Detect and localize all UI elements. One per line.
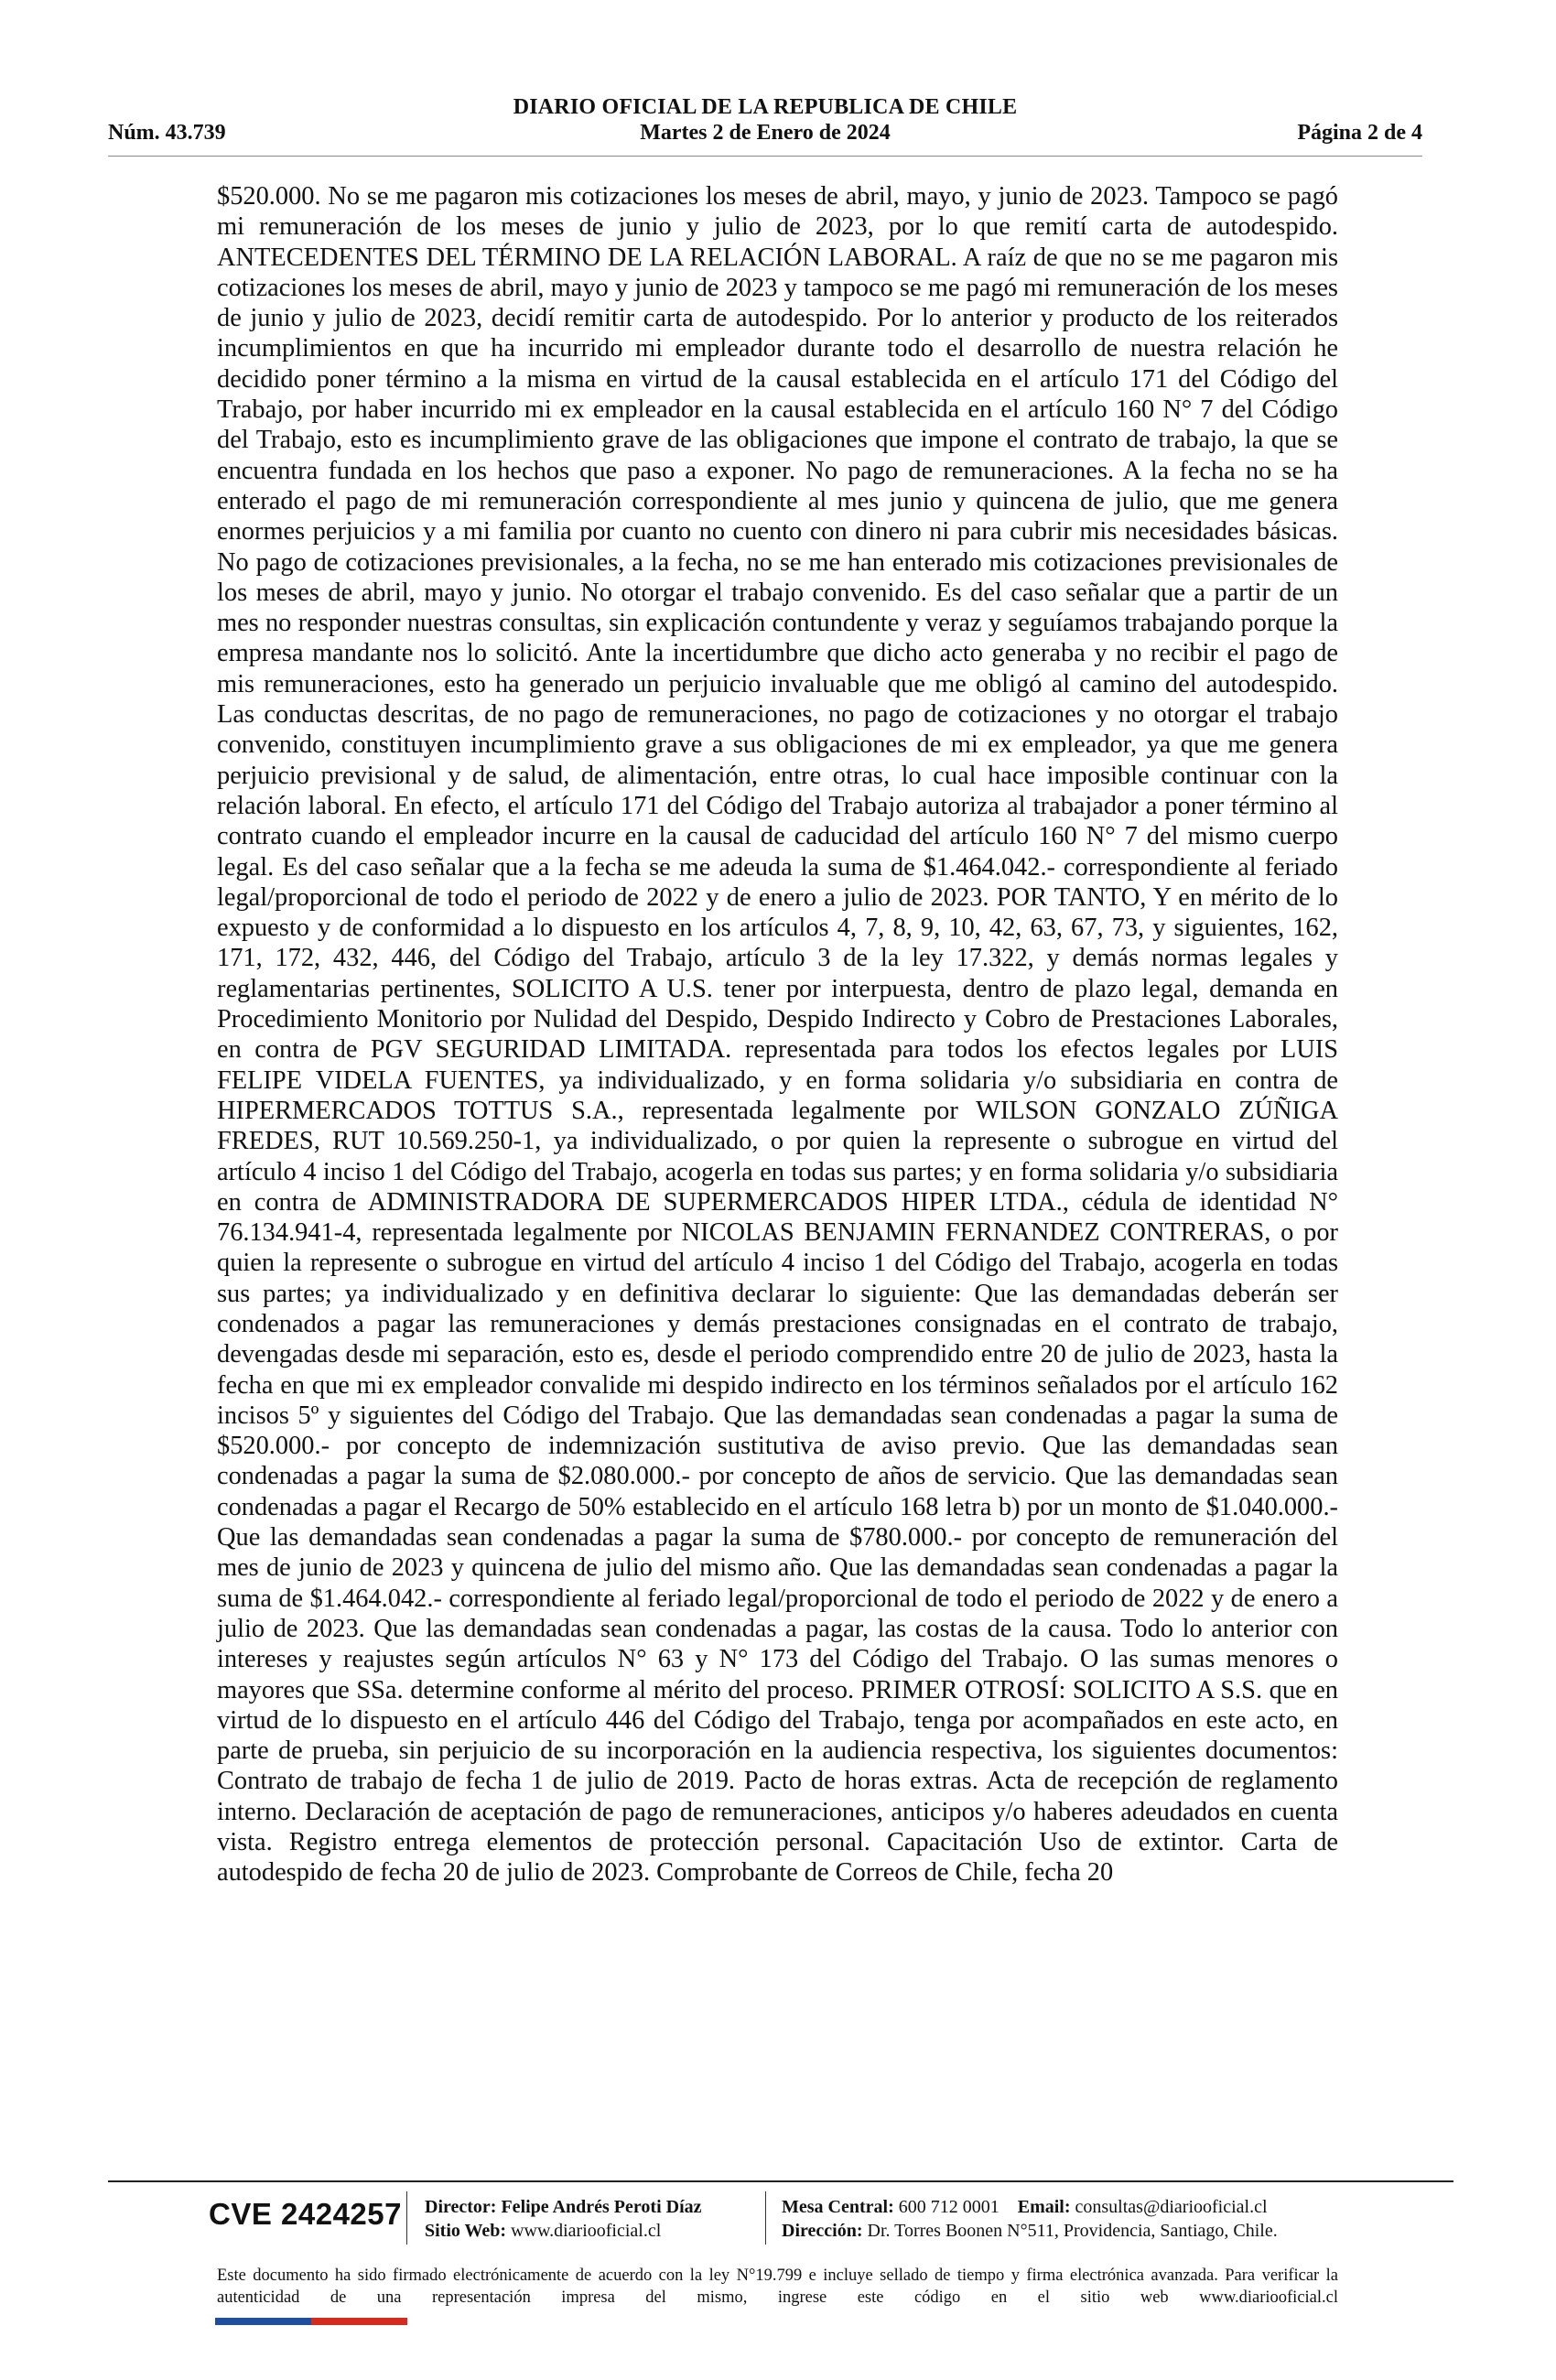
mesa-label: Mesa Central: xyxy=(782,2197,894,2217)
address-value: Dr. Torres Boonen N°511, Providencia, Santiago, Chile. xyxy=(867,2221,1278,2241)
footer-separator xyxy=(406,2191,407,2245)
issue-number: Núm. 43.739 xyxy=(108,121,226,145)
director-name: Felipe Andrés Peroti Díaz xyxy=(501,2197,702,2217)
email-label: Email: xyxy=(1017,2197,1071,2217)
website-link[interactable]: www.diariooficial.cl xyxy=(511,2221,662,2241)
mesa-phone: 600 712 0001 xyxy=(898,2197,1000,2217)
director-label: Director: xyxy=(425,2197,497,2217)
address-label: Dirección: xyxy=(782,2221,863,2241)
page-header xyxy=(108,92,1422,154)
footer-director-block xyxy=(425,2195,702,2243)
flag-red-band xyxy=(311,2318,407,2325)
website-label: Sitio Web: xyxy=(425,2221,507,2241)
cve-code: CVE 2424257 xyxy=(209,2197,402,2231)
email-link[interactable]: consultas@diariooficial.cl xyxy=(1075,2197,1268,2217)
signature-notice: Este documento ha sido firmado electrónicamente de acuerdo con la ley N°19.799 e incluye sellado de tiempo y firma electrónica avanzada. Para verificar la autenticidad de una representación impresa del mismo, ingrese este código en el sitio web www.diariooficial.cl xyxy=(217,2266,1338,2307)
header-divider xyxy=(108,156,1422,157)
flag-blue-band xyxy=(215,2318,311,2325)
publication-title: DIARIO OFICIAL DE LA REPUBLICA DE CHILE xyxy=(513,95,1018,119)
page-indicator: Página 2 de 4 xyxy=(1297,121,1422,145)
issue-date: Martes 2 de Enero de 2024 xyxy=(640,121,891,145)
footer-separator xyxy=(765,2191,766,2245)
footer-divider xyxy=(108,2180,1453,2182)
document-body: $520.000. No se me pagaron mis cotizaciones los meses de abril, mayo, y junio de 2023. Tampoco se pagó mi remuneración de los meses de junio y julio de 2023, por lo que remití carta de autodespido. ANTECEDENTES DEL TÉRMINO DE LA RELACIÓN LABORAL. A raíz de que no se me pagaron mis cotizaciones los meses de abril, mayo y junio de 2023 y tampoco se me pagó mi remuneración de los meses de junio y julio de 2023, decidí remitir carta de autodespido. Por lo anterior y producto de los reiterados incumplimientos en que ha incurrido mi empleador durante todo el desarrollo de nuestra relación he decidido poner término a la misma en virtud de la causal establecida en el artículo 171 del Código del Trabajo, por haber incurrido mi ex empleador en la causal establecida en el artículo 160 N° 7 del Código del Trabajo, esto es incumplimiento grave de las obligaciones que impone el contrato de trabajo, la que se encuentra fundada en los hechos que paso a exponer. No pago de remuneraciones. A la fecha no se ha enterado el pago de mi remuneración correspondiente al mes junio y quincena de julio, que me genera enormes perjuicios y a mi familia por cuanto no cuento con dinero ni para cubrir mis necesidades básicas. No pago de cotizaciones previsionales, a la fecha, no se me han enterado mis cotizaciones previsionales de los meses de abril, mayo y junio. No otorgar el trabajo convenido. Es del caso señalar que a partir de un mes no responder nuestras consultas, sin explicación contundente y veraz y seguíamos trabajando porque la empresa mandante nos lo solicitó. Ante la incertidumbre que dicho acto generaba y no recibir el pago de mis remuneraciones, esto ha generado un perjuicio invaluable que me obligó al camino del autodespido. Las conductas descritas, de no pago de remuneraciones, no pago de cotizaciones y no otorgar el trabajo convenido, constituyen incumplimiento grave a sus obligaciones de mi ex empleador, ya que me genera perjuicio previsional y de salud, de alimentación, entre otras, lo cual hace imposible continuar con la relación laboral. En efecto, el artículo 171 del Código del Trabajo autoriza al trabajador a poner término al contrato cuando el empleador incurre en la causal de caducidad del artículo 160 N° 7 del mismo cuerpo legal. Es del caso señalar que a la fecha se me adeuda la suma de $1.464.042.- correspondiente al feriado legal/proporcional de todo el periodo de 2022 y de enero a julio de 2023. POR TANTO, Y en mérito de lo expuesto y de conformidad a lo dispuesto en los artículos 4, 7, 8, 9, 10, 42, 63, 67, 73, y siguientes, 162, 171, 172, 432, 446, del Código del Trabajo, artículo 3 de la ley 17.322, y demás normas legales y reglamentarias pertinentes, SOLICITO A U.S. tener por interpuesta, dentro de plazo legal, demanda en Procedimiento Monitorio por Nulidad del Despido, Despido Indirecto y Cobro de Prestaciones Laborales, en contra de PGV SEGURIDAD LIMITADA. representada para todos los efectos legales por LUIS FELIPE VIDELA FUENTES, ya individualizado, y en forma solidaria y/o subsidiaria en contra de HIPERMERCADOS TOTTUS S.A., representada legalmente por WILSON GONZALO ZÚÑIGA FREDES, RUT 10.569.250-1, ya individualizado, o por quien la represente o subrogue en virtud del artículo 4 inciso 1 del Código del Trabajo, acogerla en todas sus partes; y en forma solidaria y/o subsidiaria en contra de ADMINISTRADORA DE SUPERMERCADOS HIPER LTDA., cédula de identidad N° 76.134.941-4, representada legalmente por NICOLAS BENJAMIN FERNANDEZ CONTRERAS, o por quien la represente o subrogue en virtud del artículo 4 inciso 1 del Código del Trabajo, acogerla en todas sus partes; ya individualizado y en definitiva declarar lo siguiente: Que las demandadas deberán ser condenados a pagar las remuneraciones y demás prestaciones consignadas en el contrato de trabajo, devengadas desde mi separación, esto es, desde el periodo comprendido entre 20 de julio de 2023, hasta la fecha en que mi ex empleador convalide mi despido indirecto en los términos señalados por el artículo 162 incisos 5º y siguientes del Código del Trabajo. Que las demandadas sean condenadas a pagar la suma de $520.000.- por concepto de indemnización sustitutiva de aviso previo. Que las demandadas sean condenadas a pagar la suma de $2.080.000.- por concepto de años de servicio. Que las demandadas sean condenadas a pagar el Recargo de 50% establecido en el artículo 168 letra b) por un monto de $1.040.000.- Que las demandadas sean condenadas a pagar la suma de $780.000.- por concepto de remuneración del mes de junio de 2023 y quincena de julio del mismo año. Que las demandadas sean condenadas a pagar la suma de $1.464.042.- correspondiente al feriado legal/proporcional de todo el periodo de 2022 y de enero a julio de 2023. Que las demandadas sean condenadas a pagar, las costas de la causa. Todo lo anterior con intereses y reajustes según artículos N° 63 y N° 173 del Código del Trabajo. O las sumas menores o mayores que SSa. determine conforme al mérito del proceso. PRIMER OTROSÍ: SOLICITO A S.S. que en virtud de lo dispuesto en el artículo 446 del Código del Trabajo, tenga por acompañados en este acto, en parte de prueba, sin perjuicio de su incorporación en la audiencia respectiva, los siguientes documentos: Contrato de trabajo de fecha 1 de julio de 2019. Pacto de horas extras. Acta de recepción de reglamento interno. Declaración de aceptación de pago de remuneraciones, anticipos y/o haberes adeudados en cuenta vista. Registro entrega elementos de protección personal. Capacitación Uso de extintor. Carta de autodespido de fecha 20 de julio de 2023. Comprobante de Correos de Chile, fecha 20 xyxy=(217,182,1338,1888)
footer-info xyxy=(196,2190,1349,2246)
footer-contact-block xyxy=(782,2195,1278,2243)
chile-flag-stripe xyxy=(215,2318,407,2325)
